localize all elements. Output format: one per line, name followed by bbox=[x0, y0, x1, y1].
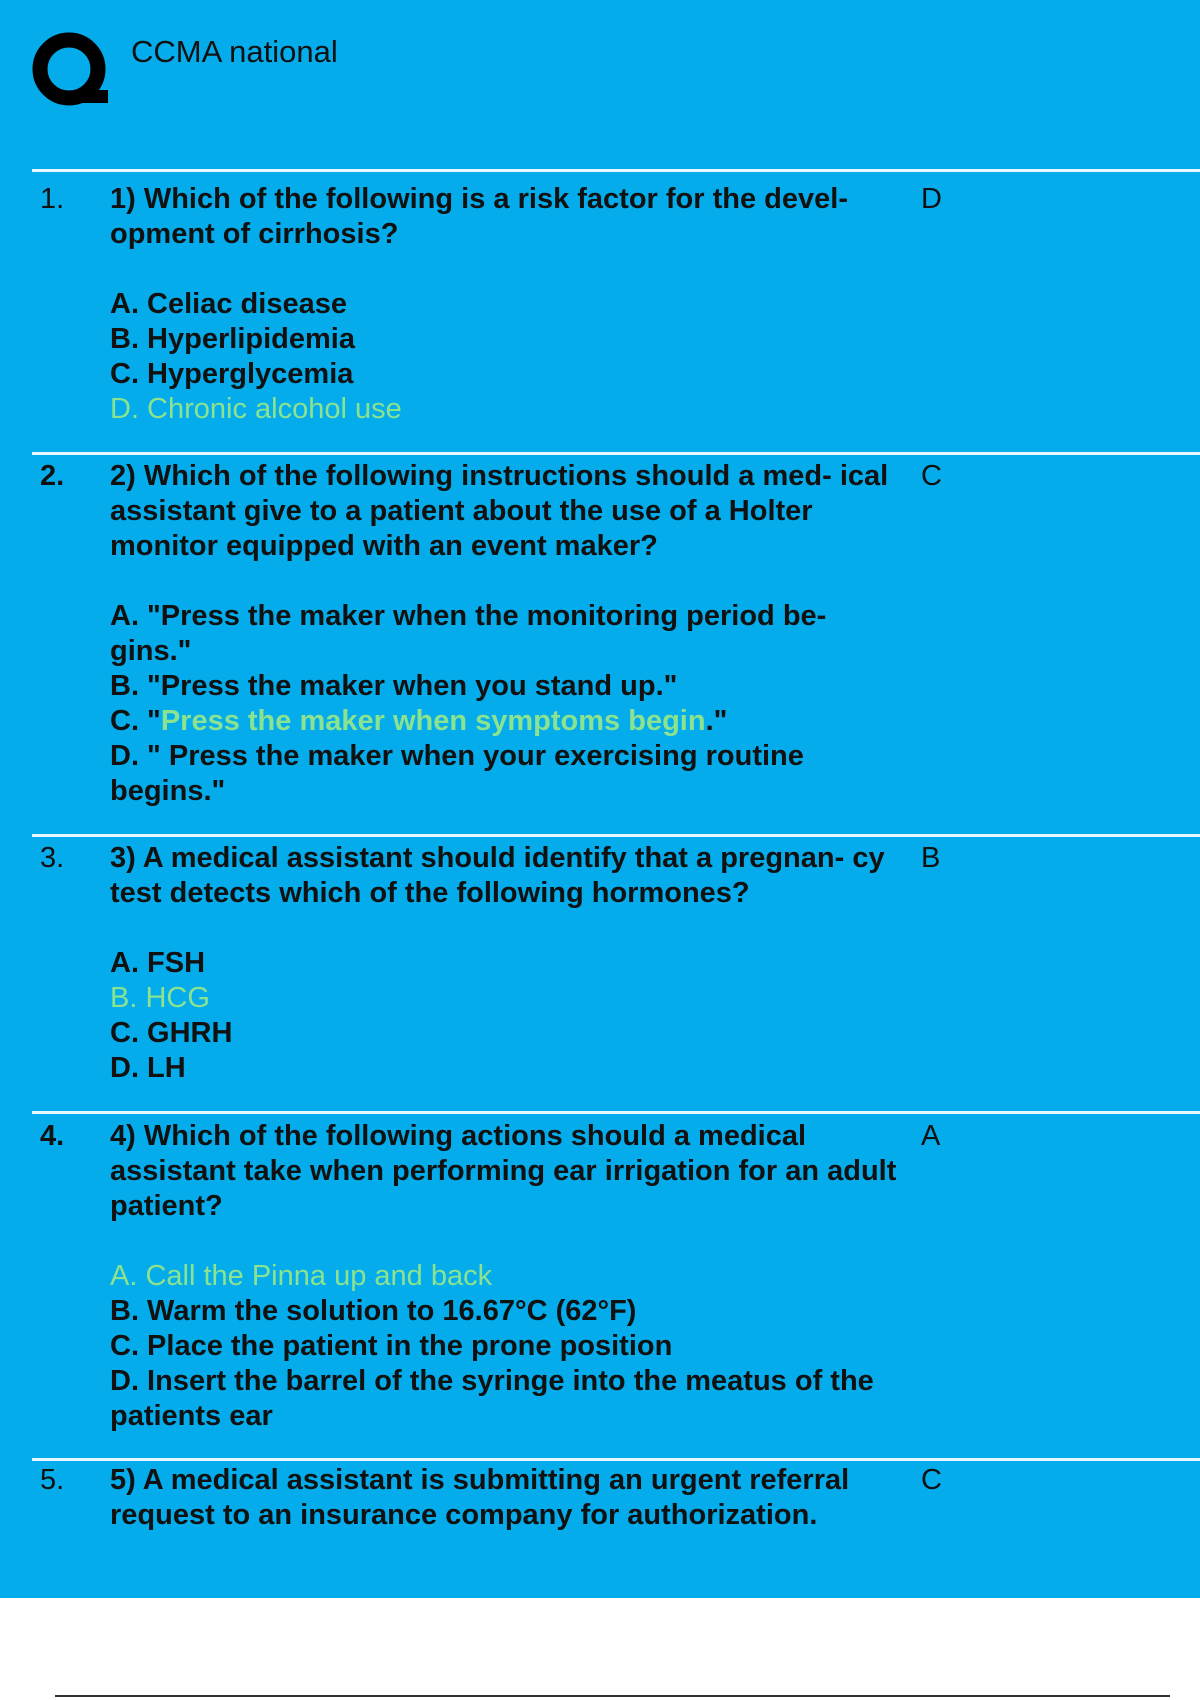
option-c: C. Place the patient in the prone position bbox=[110, 1330, 673, 1362]
divider bbox=[32, 452, 1200, 455]
answer-key: D bbox=[921, 183, 942, 215]
question-number: 3. bbox=[40, 842, 65, 874]
question-number: 1. bbox=[40, 183, 65, 215]
option-b-correct: B. HCG bbox=[110, 982, 210, 1014]
option-d: D. Insert the barrel of the syringe into the meatus of the patients ear bbox=[110, 1365, 874, 1432]
option-b: B. Hyperlipidemia bbox=[110, 323, 355, 355]
question-text: 5) A medical assistant is submitting an urgent referral request to an insurance company for authorization. bbox=[110, 1464, 850, 1531]
divider bbox=[32, 169, 1200, 172]
option-c: C. GHRH bbox=[110, 1017, 233, 1049]
option-c-suffix: ." bbox=[705, 705, 728, 737]
option-c-prefix: C. " bbox=[110, 705, 161, 737]
option-a: A. FSH bbox=[110, 947, 206, 979]
divider bbox=[32, 1458, 1200, 1461]
option-d-correct: D. Chronic alcohol use bbox=[110, 393, 402, 425]
question-text: 4) Which of the following actions should a medical assistant take when performing ear irrigation for an adult patient? bbox=[110, 1120, 897, 1222]
divider bbox=[32, 1111, 1200, 1114]
option-d: D. " Press the maker when your exercising routine begins." bbox=[110, 740, 804, 807]
question-text: 3) A medical assistant should identify that a pregnan- cy test detects which of the following hormones? bbox=[110, 842, 885, 909]
answer-key: B bbox=[921, 842, 941, 874]
answer-key: C bbox=[921, 460, 942, 492]
question-body bbox=[110, 1463, 910, 1568]
option-c: C. Hyperglycemia bbox=[110, 358, 354, 390]
question-body bbox=[110, 841, 910, 1086]
document-title: CCMA national bbox=[131, 34, 338, 69]
option-b: B. Warm the solution to 16.67°C (62°F) bbox=[110, 1295, 637, 1327]
option-a-correct: A. Call the Pinna up and back bbox=[110, 1260, 493, 1292]
answer-key: C bbox=[921, 1464, 942, 1496]
option-a: A. Celiac disease bbox=[110, 288, 347, 320]
option-b: B. "Press the maker when you stand up." bbox=[110, 670, 678, 702]
question-body bbox=[110, 1119, 910, 1434]
question-body bbox=[110, 182, 910, 427]
option-c bbox=[110, 704, 910, 739]
question-number: 4. bbox=[40, 1120, 65, 1152]
question-number: 2. bbox=[40, 460, 65, 492]
quizlet-logo-icon bbox=[30, 30, 112, 112]
question-text: 1) Which of the following is a risk factor for the devel- opment of cirrhosis? bbox=[110, 183, 848, 250]
answer-key: A bbox=[921, 1120, 941, 1152]
page-bottom-rule bbox=[55, 1695, 1170, 1697]
option-d: D. LH bbox=[110, 1052, 186, 1084]
option-c-correct-text: Press the maker when symptoms begin bbox=[160, 705, 706, 737]
option-a: A. "Press the maker when the monitoring period be- gins." bbox=[110, 600, 827, 667]
question-body bbox=[110, 459, 910, 809]
question-text: 2) Which of the following instructions should a med- ical assistant give to a patient about the use of a Holter monitor equipped with an event maker? bbox=[110, 460, 889, 562]
question-number: 5. bbox=[40, 1464, 65, 1496]
divider bbox=[32, 834, 1200, 837]
